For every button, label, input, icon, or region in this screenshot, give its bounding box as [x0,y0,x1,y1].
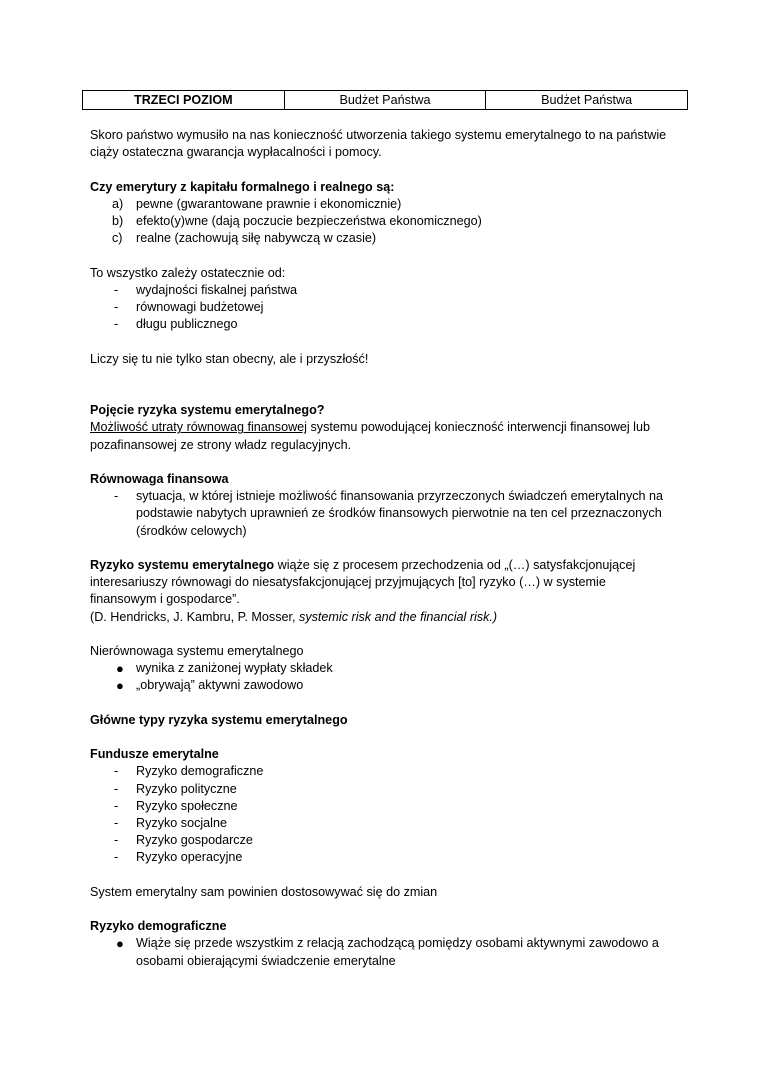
demographic-list [90,935,670,969]
pension-tier-table [82,90,688,110]
risk-definition-term: Ryzyko systemu emerytalnego [90,557,275,572]
table-cell: Budżet Państwa [486,91,688,110]
intro-paragraph: Skoro państwo wymusiło na nas konieczność utworzenia takiego systemu emerytalnego to na państwie ciąży ostateczna gwarancja wypłacalności i pomocy. [90,128,667,160]
document-body [90,127,670,970]
list-item [90,677,670,694]
dash-bullet: - [114,282,119,297]
dash-bullet: - [114,798,119,813]
future-paragraph: Liczy się tu nie tylko stan obecny, ale i przyszłość! [90,351,369,366]
citation-title: systemic risk and the financial risk.) [299,609,498,624]
list-item [90,488,670,540]
balance-heading: Równowaga finansowa [90,471,229,486]
list-item-text: Ryzyko demograficzne [136,764,264,779]
funds-heading: Fundusze emerytalne [90,747,219,762]
bullet-icon: ● [116,661,124,677]
list-item [90,230,670,247]
list-item [90,660,670,677]
question-list [90,196,670,248]
list-marker: c) [112,231,123,246]
bullet-icon: ● [116,678,124,694]
list-item-text: Wiąże się przede wszystkim z relacją zachodzącą pomiędzy osobami aktywnymi zawodowo a osobami obierającymi świadczenie emerytalne [136,936,659,968]
dash-bullet: - [114,815,119,830]
citation-authors: (D. Hendricks, J. Kambru, P. Mosser, [90,609,300,624]
list-item-text: długu publicznego [136,317,238,332]
list-item [90,763,670,780]
dash-bullet: - [114,833,119,848]
list-item [90,815,670,832]
dash-bullet: - [114,781,119,796]
demographic-heading: Ryzyko demograficzne [90,919,227,934]
dash-bullet: - [114,317,119,332]
imbalance-lead: Nierównowaga systemu emerytalnego [90,643,304,658]
list-item-text: równowagi budżetowej [136,300,264,314]
underlined-phrase: Możliwość utraty równowag finansowej [90,420,307,435]
depends-list [90,282,670,334]
list-item [90,213,670,230]
list-item [90,282,670,299]
list-item-text: Ryzyko polityczne [136,781,237,796]
risk-concept-paragraph [90,419,670,453]
list-item [90,316,670,333]
list-item [90,196,670,213]
list-item [90,849,670,866]
list-item-text: „obrywają” aktywni zawodowo [136,678,304,693]
balance-list [90,488,670,540]
main-types-heading: Główne typy ryzyka systemu emerytalnego [90,712,348,727]
list-item-text: Ryzyko społeczne [136,798,238,813]
risk-concept-heading: Pojęcie ryzyka systemu emerytalnego? [90,403,325,418]
list-marker: b) [112,214,124,228]
dash-bullet: - [114,764,119,779]
list-item-text: efekto(y)wne (dają poczucie bezpieczeństwa ekonomicznego) [136,214,482,228]
table-row [83,91,688,110]
list-item-text: Ryzyko operacyjne [136,850,243,865]
risk-definition-text: wiąże się z procesem przechodzenia od „(…) satysfakcjonującej interesariuszy równowagi do niesatysfakcjonującej przyjmujących [to] ryzyko (…) w systemie finansowym i gospodarce”. [90,557,636,607]
imbalance-list [90,660,670,694]
list-item [90,299,670,316]
dash-bullet: - [114,489,119,504]
citation [90,609,670,626]
list-item [90,781,670,798]
funds-list [90,763,670,866]
dash-bullet: - [114,850,119,865]
list-item-text: sytuacja, w której istnieje możliwość finansowania przyrzeczonych świadczeń emerytalnych na podstawie nabytych uprawnień ze środków finansowych pierwotnie na ten cel przeznaczonych (środków celowych) [136,489,664,538]
list-item [90,798,670,815]
table-cell: Budżet Państwa [284,91,486,110]
list-item-text: wydajności fiskalnej państwa [136,282,298,297]
risk-concept-text: systemu powodującej konieczność interwencji finansowej lub pozafinansowej ze strony władz regulacyjnych. [90,420,650,452]
list-marker: a) [112,196,124,211]
list-item [90,832,670,849]
bullet-icon: ● [116,936,124,952]
list-item-text: Ryzyko socjalne [136,815,227,830]
list-item-text: pewne (gwarantowane prawnie i ekonomicznie) [136,196,402,211]
question-heading: Czy emerytury z kapitału formalnego i realnego są: [90,179,395,194]
list-item [90,935,670,969]
list-item-text: realne (zachowują siłę nabywczą w czasie) [136,231,377,246]
table-cell: TRZECI POZIOM [83,91,285,110]
depends-lead: To wszystko zależy ostatecznie od: [90,265,286,280]
adapt-paragraph: System emerytalny sam powinien dostosowywać się do zmian [90,884,438,899]
risk-definition-paragraph [90,557,670,609]
list-item-text: Ryzyko gospodarcze [136,833,253,848]
list-item-text: wynika z zaniżonej wypłaty składek [136,661,333,676]
dash-bullet: - [114,300,119,314]
